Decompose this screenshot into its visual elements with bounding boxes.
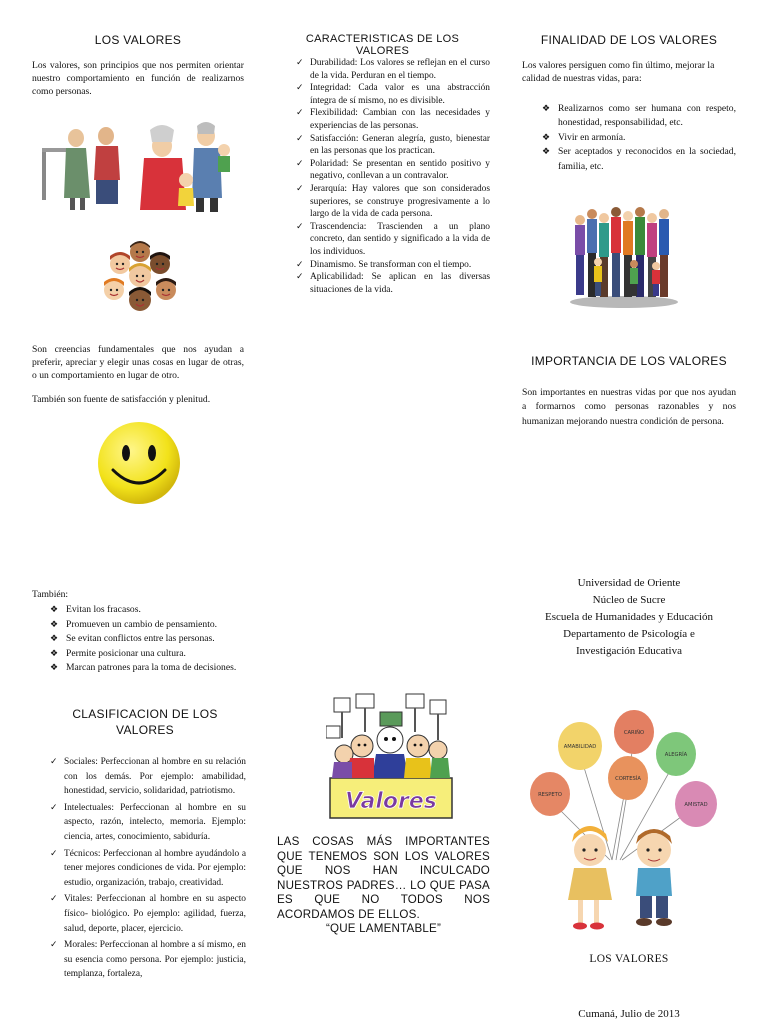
list-item: ✓ Morales: Perfeccionan al hombre a sí mismo, en su esencia como persona. Por ejemplo: justicia, templanza, fortaleza, (48, 938, 246, 982)
clasificacion-list (48, 755, 246, 982)
list-item: ❖ Vivir en armonía. (540, 131, 736, 145)
list-item: ✓ Intelectuales: Perfeccionan al hombre en su aspecto, razón, intelecto, memoria. Ejemplo: ciencia, artes, conocimiento, sabiduría. (48, 801, 246, 845)
balloon-label: CARIÑO (623, 730, 645, 736)
balloon-label: AMABILIDAD (563, 744, 597, 750)
list-item: ❖ Promueven un cambio de pensamiento. (48, 618, 244, 633)
list-item: ✓ Satisfacción: Generan alegría, gusto, bienestar en las personas que los practican. (294, 133, 490, 158)
tambien-list (48, 603, 244, 676)
university-line: Departamento de Psicología e (563, 628, 695, 640)
list-item: ❖ Marcan patrones para la toma de decisiones. (48, 661, 244, 676)
clasificacion-title (32, 706, 258, 738)
list-item: ✓ Sociales: Perfeccionan al hombre en su relación con los demás. Por ejemplo: amabilidad, honestidad, servicio, solidaridad, patriotismo. (48, 755, 246, 799)
clasificacion-title-line-1: CLASIFICACION DE LOS (72, 707, 218, 721)
list-item: ❖ Ser aceptados y reconocidos en la sociedad, familia, etc. (540, 145, 736, 174)
satisfaccion-paragraph: También son fuente de satisfacción y plenitud. (32, 394, 211, 405)
importancia-paragraph: Son importantes en nuestras vidas por que nos ayudan a formarnos como personas razonables y nos humanizan mejorando nuestra condición de persona. (522, 387, 736, 427)
bottom-title: LOS VALORES (589, 953, 669, 965)
list-item: ✓ Trascendencia: Trascienden a un plano concreto, dan sentido y significado a la vida de los individuos. (294, 221, 490, 259)
list-item: ✓ Jerarquía: Hay valores que son considerados superiores, se construye progresivamente a lo largo de la vida de cada persona. (294, 183, 490, 221)
balloon-label: RESPETO (538, 792, 562, 798)
list-item: ❖ Realizarnos como ser humana con respeto, honestidad, responsabilidad, etc. (540, 102, 736, 131)
children-faces-illustration (100, 238, 180, 318)
university-line: Investigación Educativa (576, 645, 682, 657)
balloon-label: CORTESÍA (615, 776, 641, 782)
finalidad-list (540, 102, 736, 174)
list-item: ✓ Durabilidad: Los valores se reflejan en el curso de la vida. Perduran en el tiempo. (294, 57, 490, 82)
balloon-label: AMISTAD (684, 802, 708, 808)
group-of-people-illustration (568, 200, 680, 310)
list-item: ✓ Aplicabilidad: Se aplican en las diversas situaciones de la vida. (294, 271, 490, 296)
list-item: ✓ Integridad: Cada valor es una abstracción íntegra de sí mismo, no es divisible. (294, 82, 490, 107)
creencias-paragraph: Son creencias fundamentales que nos ayudan a preferir, apreciar y elegir unas cosas en lugar de otras, o un comportamiento en lugar de otro. (32, 344, 244, 381)
valores-sign-text: Valores (345, 789, 437, 814)
quote-ending: “QUE LAMENTABLE” (325, 922, 442, 935)
section-title-importancia: IMPORTANCIA DE LOS VALORES (531, 354, 727, 368)
list-item: ✓ Flexibilidad: Cambian con las necesidades y experiencias de las personas. (294, 107, 490, 132)
list-item: ❖ Evitan los fracasos. (48, 603, 244, 618)
list-item: ✓ Dinamismo. Se transforman con el tiempo. (294, 259, 490, 272)
smiley-face-icon (96, 420, 182, 506)
quote-paragraph: LAS COSAS MÁS IMPORTANTES QUE TENEMOS SON LOS VALORES QUE NOS HAN INCULCADO NUESTROS PADRES… LO QUE PASA ES QUE NO TODOS NOS ACORDAMOS DE ELLOS. (277, 835, 490, 921)
list-item: ❖ Permite posicionar una cultura. (48, 647, 244, 662)
kids-balloons-illustration (528, 710, 728, 938)
list-item: ✓ Técnicos: Perfeccionan al hombre ayudándolo a tener mejores condiciones de vida. Por ejemplo: estudio, organización, trabajo, creatividad. (48, 847, 246, 891)
list-item: ❖ Se evitan conflictos entre las personas. (48, 632, 244, 647)
university-line: Escuela de Humanidades y Educación (545, 611, 713, 623)
university-block (516, 575, 742, 660)
elderly-illustration (36, 118, 236, 214)
date-line: Cumaná, Julio de 2013 (578, 1008, 680, 1020)
list-item: ✓ Polaridad: Se presentan en sentido positivo y negativo, conllevan a un contravalor. (294, 158, 490, 183)
clasificacion-title-line-2: VALORES (116, 723, 174, 737)
university-line: Universidad de Oriente (577, 577, 681, 589)
valores-sign-illustration (326, 692, 456, 822)
section-title-finalidad: FINALIDAD DE LOS VALORES (540, 33, 718, 47)
university-line: Núcleo de Sucre (592, 594, 666, 606)
caracteristicas-list (294, 57, 490, 296)
section-title-caracteristicas: CARACTERISTICAS DE LOS VALORES (305, 33, 460, 57)
list-item: ✓ Vitales: Perfeccionan al hombre en su aspecto físico- biológico. Po ejemplo: agilidad, fuerza, salud, deporte, placer, ejercicio. (48, 892, 246, 936)
intro-paragraph: Los valores, son principios que nos permiten orientar nuestro comportamiento en función de realizarnos como personas. (32, 60, 244, 97)
finalidad-intro: Los valores persiguen como fin último, mejorar la calidad de nuestras vidas, para: (522, 60, 715, 84)
balloon-label: ALEGRÍA (664, 752, 688, 758)
tambien-label: También: (32, 589, 69, 600)
section-title-los-valores: LOS VALORES (94, 33, 182, 47)
